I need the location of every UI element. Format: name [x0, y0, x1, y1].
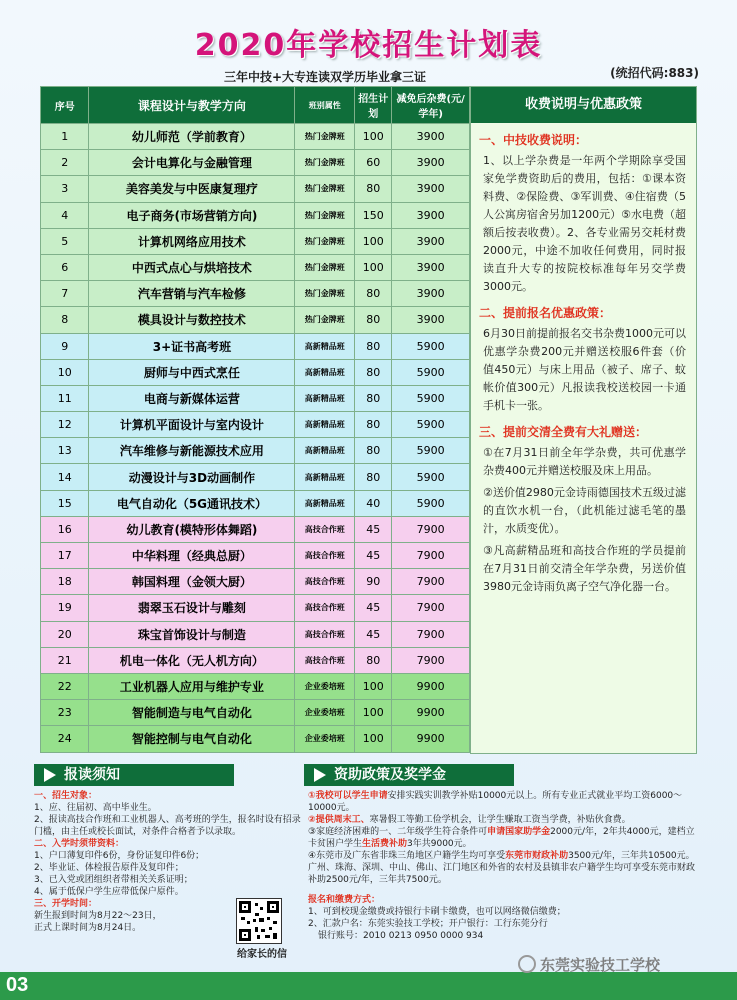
arrow-icon	[44, 768, 56, 782]
row-fee: 9900	[392, 726, 470, 752]
row-course: 工业机器人应用与维护专业	[89, 673, 295, 699]
payment-title: 报名和缴费方式：	[308, 895, 381, 905]
payment-2: 2、汇款户名：东莞实验技工学校；开户银行：工行东莞分行	[308, 919, 548, 929]
aid-item-1: ①我校可以学生申请安排实践实训教学补贴10000元以上。所有专业正式就业平均工资6000～10000元。	[308, 791, 683, 813]
header-type: 班别属性	[295, 87, 355, 124]
table-row	[41, 150, 470, 176]
qr-code-icon[interactable]	[236, 898, 282, 944]
row-no: 1	[41, 124, 89, 150]
row-course: 美容美发与中医康复理疗	[89, 176, 295, 202]
arrow-icon	[314, 768, 326, 782]
table-body	[41, 124, 470, 753]
table-row	[41, 228, 470, 254]
policy-text-3a: ①在7月31日前全年学杂费，共可优惠学杂费400元并赠送校服及床上用品。	[483, 446, 686, 477]
row-no: 9	[41, 333, 89, 359]
row-course: 中华料理（经典总厨）	[89, 543, 295, 569]
row-size: 100	[355, 673, 392, 699]
row-no: 23	[41, 700, 89, 726]
row-type: 热门金牌班	[295, 150, 355, 176]
table-row	[41, 595, 470, 621]
row-size: 90	[355, 569, 392, 595]
row-course: 韩国料理（金领大厨）	[89, 569, 295, 595]
row-type: 热门金牌班	[295, 124, 355, 150]
row-no: 18	[41, 569, 89, 595]
row-no: 13	[41, 438, 89, 464]
payment-3: 银行账号：2010 0213 0950 0000 934	[318, 931, 484, 941]
notice-s2d: 4、属于低保户学生应带低保户原件。	[34, 887, 184, 897]
row-size: 80	[355, 176, 392, 202]
row-fee: 9900	[392, 673, 470, 699]
row-size: 100	[355, 700, 392, 726]
row-type: 热门金牌班	[295, 281, 355, 307]
table-row	[41, 726, 470, 752]
row-fee: 3900	[392, 254, 470, 280]
notice-s2b: 2、毕业证、体检报告原件及复印件；	[34, 863, 184, 873]
row-no: 2	[41, 150, 89, 176]
row-type: 高新精品班	[295, 464, 355, 490]
row-size: 80	[355, 464, 392, 490]
policy-text-2: 6月30日前提前报名交书杂费1000元可以优惠学杂费200元并赠送校服6件套（价值450元）与床上用品（被子、席子、蚊帐价值300元）凡报读我校送校园一卡通手机卡一张。	[483, 327, 686, 412]
wechat-icon	[518, 955, 536, 973]
row-size: 150	[355, 202, 392, 228]
page-subtitle: 三年中技+大专连读双学历毕业拿三证	[223, 70, 427, 84]
row-type: 高技合作班	[295, 621, 355, 647]
notice-s3b: 正式上课时间为8月24日。	[34, 923, 142, 933]
row-no: 16	[41, 516, 89, 542]
table-row	[41, 254, 470, 280]
row-fee: 3900	[392, 202, 470, 228]
row-course: 幼儿师范（学前教育）	[89, 124, 295, 150]
row-no: 11	[41, 385, 89, 411]
row-no: 15	[41, 490, 89, 516]
page-number: 03	[6, 974, 29, 996]
aid-item-2: ②提供周末工、寒暑假工等勤工俭学机会，让学生赚取工资当学费，补贴伙食费。	[308, 815, 631, 825]
header-no: 序号	[41, 87, 89, 124]
row-course: 动漫设计与3D动画制作	[89, 464, 295, 490]
row-size: 45	[355, 543, 392, 569]
row-size: 60	[355, 150, 392, 176]
row-type: 高新精品班	[295, 490, 355, 516]
row-fee: 5900	[392, 333, 470, 359]
row-fee: 7900	[392, 647, 470, 673]
row-course: 珠宝首饰设计与制造	[89, 621, 295, 647]
notice-title: 报读须知	[64, 767, 120, 783]
row-no: 24	[41, 726, 89, 752]
row-size: 80	[355, 385, 392, 411]
page-title: 2020年学校招生计划表	[194, 28, 543, 63]
table-row	[41, 385, 470, 411]
row-course: 计算机网络应用技术	[89, 228, 295, 254]
row-course: 模具设计与数控技术	[89, 307, 295, 333]
notice-s3a: 新生报到时间为8月22～23日，	[34, 911, 162, 921]
row-course: 汽车营销与汽车检修	[89, 281, 295, 307]
notice-s2: 二、入学时须带资料：	[34, 839, 125, 849]
row-fee: 7900	[392, 621, 470, 647]
aid-item-4: ④东莞市及广东省非珠三角地区户籍学生均可享受东莞市财政补助3500元/年，三年共10500元。广州、珠海、深圳、中山、佛山、江门地区和外省的农村及县镇非农户籍学生均可享受东莞市财政补助2500元/年，三年共7500元。	[308, 851, 696, 885]
notice-section-header	[34, 764, 234, 786]
row-size: 100	[355, 726, 392, 752]
row-fee: 5900	[392, 412, 470, 438]
row-no: 5	[41, 228, 89, 254]
row-size: 80	[355, 333, 392, 359]
aid-section-header	[304, 764, 514, 786]
table-row	[41, 176, 470, 202]
row-type: 企业委培班	[295, 726, 355, 752]
table-row	[41, 359, 470, 385]
table-header-row	[41, 87, 470, 124]
aid-title: 资助政策及奖学金	[334, 767, 446, 783]
row-course: 汽车维修与新能源技术应用	[89, 438, 295, 464]
row-course: 电商与新媒体运营	[89, 385, 295, 411]
watermark: 东莞实验技工学校	[540, 956, 661, 974]
row-size: 80	[355, 307, 392, 333]
row-course: 翡翠玉石设计与雕刻	[89, 595, 295, 621]
row-course: 中西式点心与烘培技术	[89, 254, 295, 280]
row-course: 幼儿教育(模特形体舞蹈)	[89, 516, 295, 542]
table-row	[41, 124, 470, 150]
row-fee: 7900	[392, 595, 470, 621]
row-size: 100	[355, 254, 392, 280]
row-no: 12	[41, 412, 89, 438]
notice-s2c: 3、已入党或团组织者带相关关系证明；	[34, 875, 193, 885]
aid-item-3: ③家庭经济困难的一、二年级学生符合条件可申请国家助学金2000元/年，2年共4000元，建档立卡贫困户学生生活费补助3年共9000元。	[308, 827, 695, 849]
row-no: 19	[41, 595, 89, 621]
table-row	[41, 281, 470, 307]
row-size: 45	[355, 621, 392, 647]
row-size: 40	[355, 490, 392, 516]
notice-s3: 三、开学时间：	[34, 899, 98, 909]
row-size: 100	[355, 228, 392, 254]
table-row	[41, 543, 470, 569]
enrollment-code: (统招代码:883)	[610, 66, 699, 80]
row-fee: 3900	[392, 228, 470, 254]
table-row	[41, 516, 470, 542]
row-course: 电子商务(市场营销方向)	[89, 202, 295, 228]
row-type: 高新精品班	[295, 333, 355, 359]
row-fee: 3900	[392, 124, 470, 150]
row-fee: 5900	[392, 464, 470, 490]
row-fee: 3900	[392, 176, 470, 202]
table-row	[41, 647, 470, 673]
row-course: 智能控制与电气自动化	[89, 726, 295, 752]
row-type: 高技合作班	[295, 595, 355, 621]
header-size: 招生计划	[355, 87, 392, 124]
row-type: 热门金牌班	[295, 307, 355, 333]
notice-s2a: 1、户口薄复印件6份，身份证复印件6份；	[34, 851, 205, 861]
notice-s1b: 2、报读高技合作班和工业机器人、高考班的学生，报名时设有招录门槛，由主任或校长面试，对条件合格者予以录取。	[34, 815, 301, 837]
row-type: 高新精品班	[295, 359, 355, 385]
policy-heading-2: 二、提前报名优惠政策：	[479, 306, 612, 320]
row-course: 会计电算化与金融管理	[89, 150, 295, 176]
row-no: 21	[41, 647, 89, 673]
payment-1: 1、可到校现金缴费或持银行卡刷卡缴费，也可以网络微信缴费；	[308, 907, 566, 917]
row-no: 8	[41, 307, 89, 333]
row-type: 热门金牌班	[295, 228, 355, 254]
row-type: 企业委培班	[295, 700, 355, 726]
row-type: 高技合作班	[295, 569, 355, 595]
row-type: 热门金牌班	[295, 202, 355, 228]
fee-policy-panel	[470, 86, 697, 754]
row-size: 80	[355, 281, 392, 307]
policy-heading-3: 三、提前交清全费有大礼赠送：	[479, 425, 648, 439]
row-size: 100	[355, 124, 392, 150]
row-fee: 5900	[392, 385, 470, 411]
row-no: 22	[41, 673, 89, 699]
table-row	[41, 464, 470, 490]
row-size: 80	[355, 412, 392, 438]
table-row	[41, 700, 470, 726]
header-fee: 减免后杂费(元/学年)	[392, 87, 470, 124]
row-fee: 5900	[392, 359, 470, 385]
row-type: 企业委培班	[295, 673, 355, 699]
table-row	[41, 438, 470, 464]
enrollment-table	[40, 86, 470, 753]
table-row	[41, 490, 470, 516]
table-row	[41, 673, 470, 699]
policy-text-3b: ②送价值2980元金诗雨德国技术五级过滤的直饮水机一台，（此机能过滤毛笔的墨汁，水质变优）。	[483, 486, 686, 535]
table-row	[41, 333, 470, 359]
row-course: 电气自动化（5G通讯技术）	[89, 490, 295, 516]
row-fee: 5900	[392, 490, 470, 516]
policy-text-1: 1、以上学杂费是一年两个学期除享受国家免学费资助后的费用，包括：①课本资料费、②保险费、③军训费、④住宿费（5人公寓房宿舍另加1200元）⑤水电费（超额后按表收费）。2、各专业需另交耗材费2000元，中途不加收任何费用，同时报读直升大专的按院校标准每年另交学费3000元。	[483, 154, 686, 293]
row-fee: 3900	[392, 150, 470, 176]
row-no: 6	[41, 254, 89, 280]
row-no: 14	[41, 464, 89, 490]
row-fee: 5900	[392, 438, 470, 464]
row-type: 高新精品班	[295, 412, 355, 438]
row-course: 厨师与中西式烹任	[89, 359, 295, 385]
row-type: 高新精品班	[295, 438, 355, 464]
row-course: 计算机平面设计与室内设计	[89, 412, 295, 438]
row-no: 17	[41, 543, 89, 569]
row-course: 3+证书高考班	[89, 333, 295, 359]
row-no: 4	[41, 202, 89, 228]
table-row	[41, 569, 470, 595]
row-fee: 7900	[392, 569, 470, 595]
row-type: 高技合作班	[295, 516, 355, 542]
notice-s1: 一、招生对象：	[34, 791, 98, 801]
row-no: 3	[41, 176, 89, 202]
row-fee: 9900	[392, 700, 470, 726]
row-type: 高技合作班	[295, 647, 355, 673]
row-no: 20	[41, 621, 89, 647]
policy-header: 收费说明与优惠政策	[471, 87, 696, 123]
qr-caption: 给家长的信	[237, 949, 287, 960]
table-row	[41, 307, 470, 333]
policy-heading-1: 一、中技收费说明：	[479, 133, 588, 147]
row-fee: 7900	[392, 516, 470, 542]
row-fee: 3900	[392, 281, 470, 307]
row-no: 10	[41, 359, 89, 385]
row-type: 高新精品班	[295, 385, 355, 411]
row-type: 高技合作班	[295, 543, 355, 569]
row-size: 80	[355, 438, 392, 464]
row-size: 80	[355, 647, 392, 673]
aid-content	[308, 790, 700, 942]
row-course: 智能制造与电气自动化	[89, 700, 295, 726]
footer-bar	[0, 972, 737, 1000]
row-fee: 3900	[392, 307, 470, 333]
notice-s1a: 1、应、往届初、高中毕业生。	[34, 803, 157, 813]
table-row	[41, 412, 470, 438]
row-no: 7	[41, 281, 89, 307]
table-row	[41, 202, 470, 228]
row-type: 热门金牌班	[295, 176, 355, 202]
row-fee: 7900	[392, 543, 470, 569]
row-size: 45	[355, 516, 392, 542]
row-course: 机电一体化（无人机方向）	[89, 647, 295, 673]
row-size: 80	[355, 359, 392, 385]
table-row	[41, 621, 470, 647]
header-course: 课程设计与教学方向	[89, 87, 295, 124]
policy-text-3c: ③凡高薪精品班和高技合作班的学员提前在7月31日前交清全年学杂费，另送价值3980元金诗雨负离子空气净化器一台。	[483, 544, 686, 593]
row-type: 热门金牌班	[295, 254, 355, 280]
row-size: 45	[355, 595, 392, 621]
